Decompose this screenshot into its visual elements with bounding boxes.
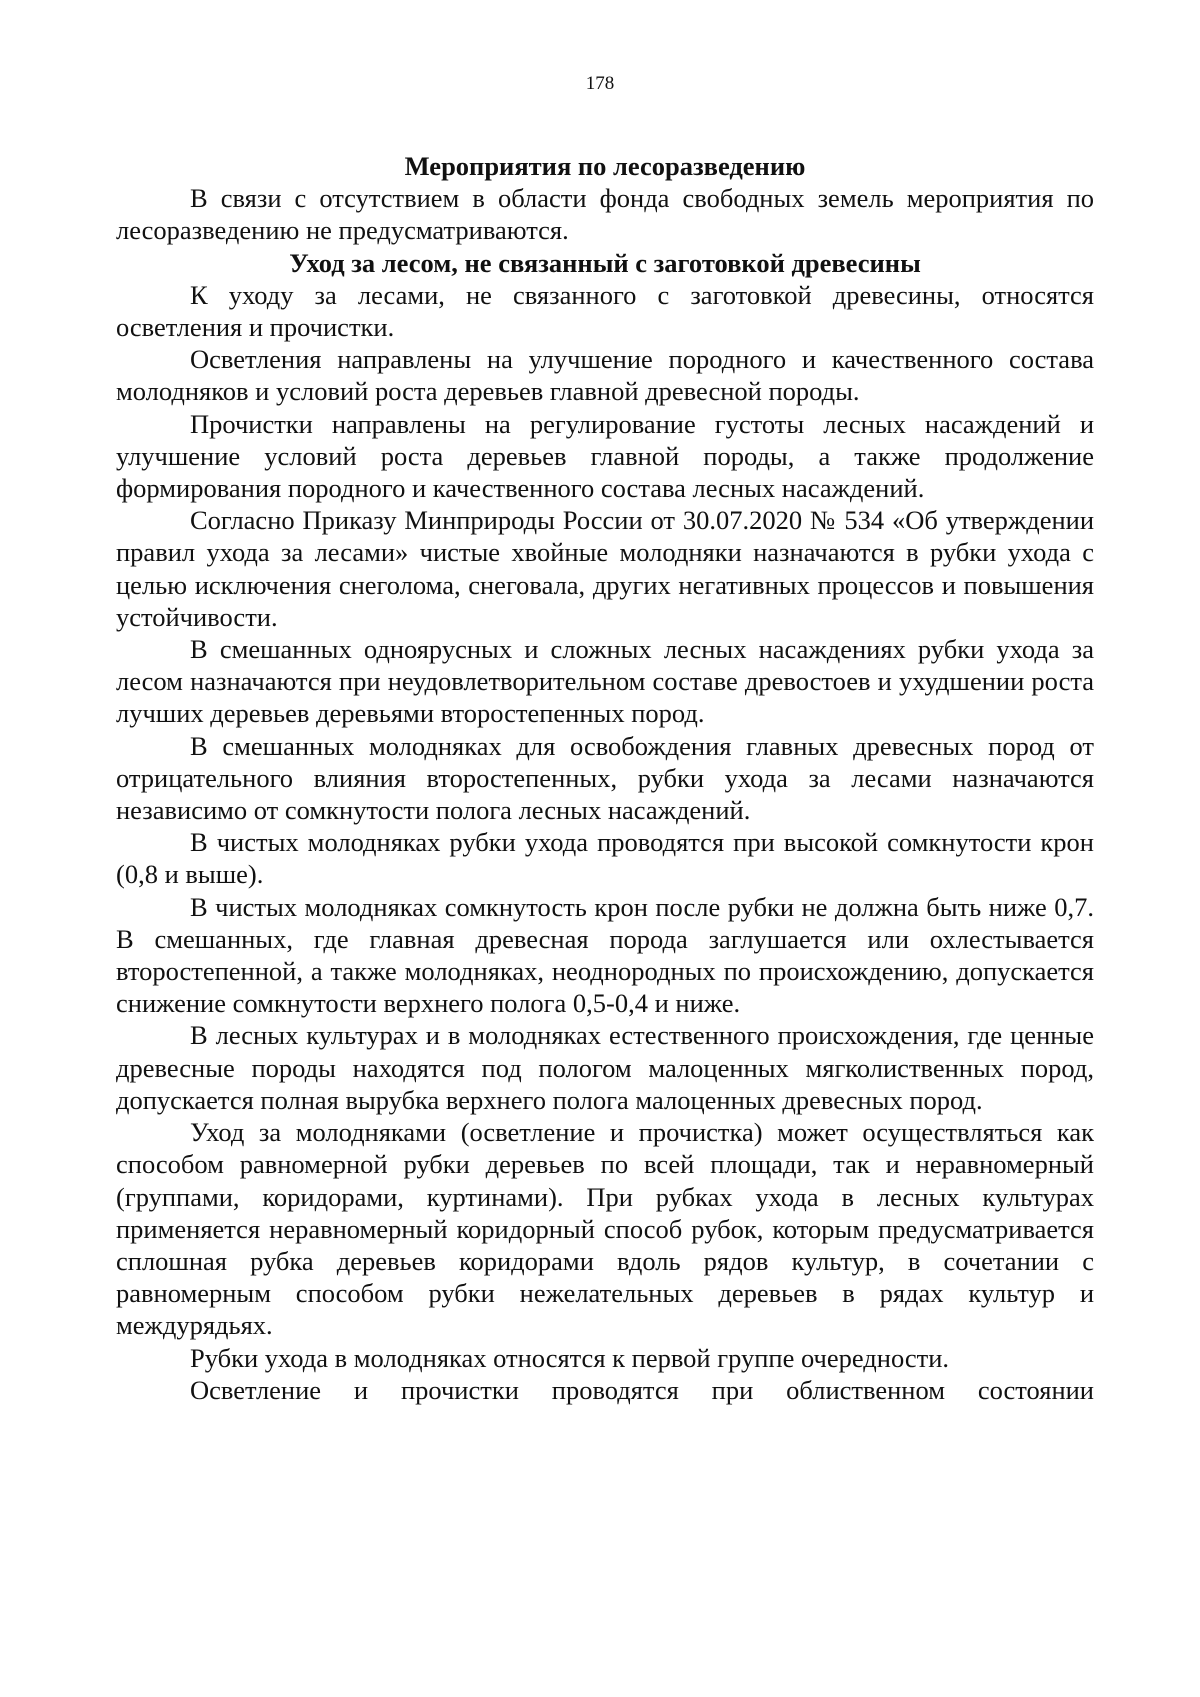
- paragraph-continued: Осветление и прочистки проводятся при облиственном состоянии: [190, 1374, 1094, 1405]
- paragraph: В смешанных молодняках для освобождения главных древесных пород от отрицательного влияния второстепенных, рубки ухода за лесами назначаются независимо от сомкнутости полога лесных насаждений.: [116, 730, 1094, 826]
- paragraph: В чистых молодняках сомкнутость крон после рубки не должна быть ниже 0,7. В смешанных, где главная древесная порода заглушается или охлестывается второстепенной, а также молодняках, неоднородных по происхождению, допускается снижение сомкнутости верхнего полога 0,5-0,4 и ниже.: [116, 891, 1094, 1019]
- paragraph: В смешанных одноярусных и сложных лесных насаждениях рубки ухода за лесом назначаются при неудовлетворительном составе древостоев и ухудшении роста лучших деревьев деревьями второстепенных пород.: [116, 634, 1094, 729]
- section-heading-afforestation: Мероприятия по лесоразведению: [404, 151, 806, 181]
- paragraph: Осветления направлены на улучшение породного и качественного состава молодняков и условий роста деревьев главной древесной породы.: [116, 344, 1094, 407]
- paragraph: Согласно Приказу Минприроды России от 30.07.2020 № 534 «Об утверждении правил ухода за лесами» чистые хвойные молодняки назначаются в рубки ухода с целью исключения снеголома, снеговала, других негативных процессов и повышения устойчивости.: [116, 505, 1094, 632]
- paragraph: В связи с отсутствием в области фонда свободных земель мероприятия по лесоразведению не предусматриваются.: [116, 183, 1094, 246]
- page-content: [116, 150, 1094, 1406]
- page-number: 178: [585, 73, 615, 94]
- paragraph: Прочистки направлены на регулирование густоты лесных насаждений и улучшение условий роста деревьев главной породы, а также продолжение формирования породного и качественного состава лесных насаждений.: [116, 408, 1094, 504]
- paragraph: Уход за молодняками (осветление и прочистка) может осуществляться как способом равномерной рубки деревьев по всей площади, так и неравномерный (группами, коридорами, куртинами). При рубках ухода в лесных культурах применяется неравномерный коридорный способ рубок, которым предусматривается сплошная рубка деревьев коридорами вдоль рядов культур, в сочетании с равномерным способом рубки нежелательных деревьев в рядах культур и междурядьях.: [116, 1117, 1094, 1341]
- paragraph: К уходу за лесами, не связанного с заготовкой древесины, относятся осветления и прочистки.: [116, 279, 1094, 343]
- paragraph: В чистых молодняках рубки ухода проводятся при высокой сомкнутости крон (0,8 и выше).: [116, 827, 1094, 890]
- paragraph: В лесных культурах и в молодняках естественного происхождения, где ценные древесные породы находятся под пологом малоценных мягколиственных пород, допускается полная вырубка верхнего полога малоценных древесных пород.: [116, 1020, 1094, 1115]
- paragraph: Рубки ухода в молодняках относятся к первой группе очередности.: [190, 1342, 950, 1373]
- section-heading-forest-care: Уход за лесом, не связанный с заготовкой древесины: [289, 247, 921, 278]
